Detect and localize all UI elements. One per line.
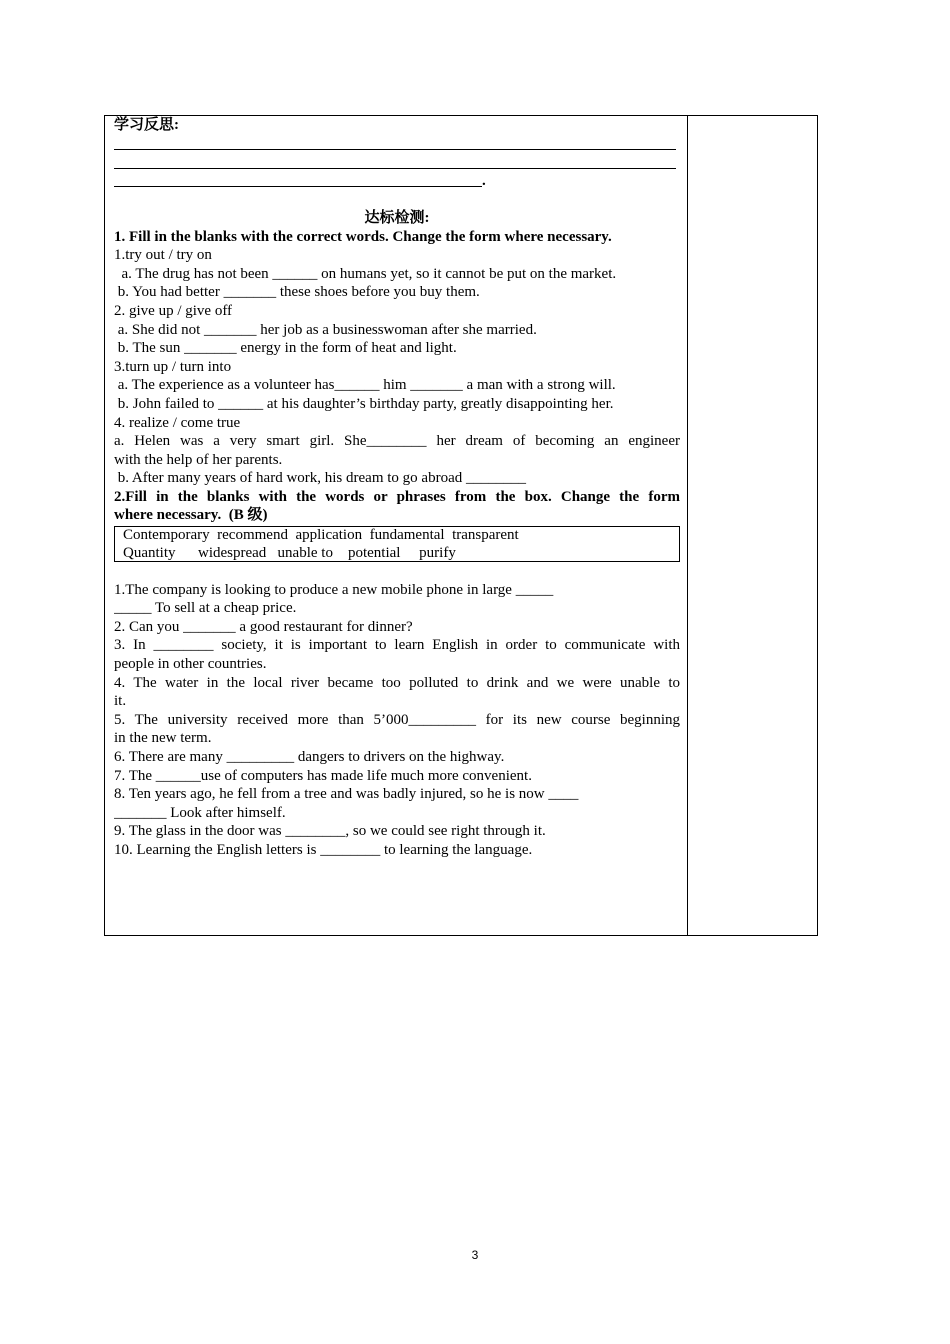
section1-item-4a-cont: with the help of her parents. (114, 451, 283, 468)
reflection-line-1 (114, 135, 680, 154)
section2-line: 8. Ten years ago, he fell from a tree and was badly injured, so he is now ____ (114, 786, 579, 803)
spacer (114, 190, 680, 209)
page-number: 3 (471, 1248, 479, 1262)
section1-line: b. You had better _______ these shoes before you buy them. (114, 284, 480, 301)
section1-line: 2. give up / give off (114, 302, 233, 319)
section2-line: 4. The water in the local river became too polluted to drink and we were unable to (114, 674, 680, 691)
word-box (114, 526, 680, 562)
section2-line: 5. The university received more than 5’000_________ for its new course beginning (114, 711, 680, 728)
word-box-row: Quantity widespread unable to potential purify (123, 544, 456, 561)
section1-item-4a: a. Helen was a very smart girl. She________ her dream of becoming an engineer (114, 433, 680, 450)
section2-line: 10. Learning the English letters is ________ to learning the language. (114, 841, 533, 858)
section2-line: it. (114, 693, 127, 710)
section2-line: 6. There are many _________ dangers to drivers on the highway. (114, 749, 505, 765)
spacer (114, 562, 680, 581)
reflection-line-2 (114, 153, 680, 172)
section1-line: 3.turn up / turn into (114, 358, 232, 375)
section2-line: 2. Can you _______ a good restaurant for dinner? (114, 618, 413, 635)
section2-title-cont: where necessary. (B 级) (114, 507, 268, 524)
worksheet-table (104, 115, 818, 936)
reflection-end-mark: . (482, 172, 486, 189)
section1-line: a. The experience as a volunteer has______ him _______ a man with a strong will. (114, 377, 616, 394)
section1-line: 4. realize / come true (114, 414, 241, 431)
section1-line: b. John failed to ______ at his daughter’s birthday party, greatly disappointing her. (114, 395, 614, 412)
reflection-heading: 学习反思: (114, 117, 179, 133)
section1-line: a. The drug has not been ______ on humans yet, so it cannot be put on the market. (114, 265, 617, 282)
reflection-line-3 (114, 172, 680, 191)
main-content-cell (105, 116, 688, 935)
section2-line: 3. In ________ society, it is important to learn English in order to communicate with (114, 637, 680, 654)
section2-line: 9. The glass in the door was ________, so we could see right through it. (114, 823, 546, 840)
section1-line: 1.try out / try on (114, 247, 212, 264)
answer-line (114, 168, 676, 169)
section2-line: 1.The company is looking to produce a new mobile phone in large _____ (114, 581, 554, 598)
section2-line: _____ To sell at a cheap price. (114, 600, 297, 617)
section1-item-4b: b. After many years of hard work, his dream to go abroad ________ (114, 470, 526, 487)
notes-cell (688, 116, 817, 935)
section2-line: 7. The ______use of computers has made life much more convenient. (114, 767, 532, 784)
section2-line: people in other countries. (114, 656, 267, 673)
word-box-row: Contemporary recommend application fundamental transparent (123, 527, 519, 544)
section2-title: 2.Fill in the blanks with the words or phrases from the box. Change the form (114, 488, 680, 505)
section1-title: 1. Fill in the blanks with the correct words. Change the form where necessary. (114, 228, 612, 245)
section2-line: _______ Look after himself. (114, 804, 286, 821)
answer-line (114, 149, 676, 150)
answer-line (114, 186, 482, 187)
section2-line: in the new term. (114, 730, 212, 747)
section1-line: b. The sun _______ energy in the form of heat and light. (114, 340, 457, 357)
test-heading: 达标检测: (364, 209, 430, 226)
section1-line: a. She did not _______ her job as a businesswoman after she married. (114, 321, 537, 338)
main-content (114, 116, 680, 860)
